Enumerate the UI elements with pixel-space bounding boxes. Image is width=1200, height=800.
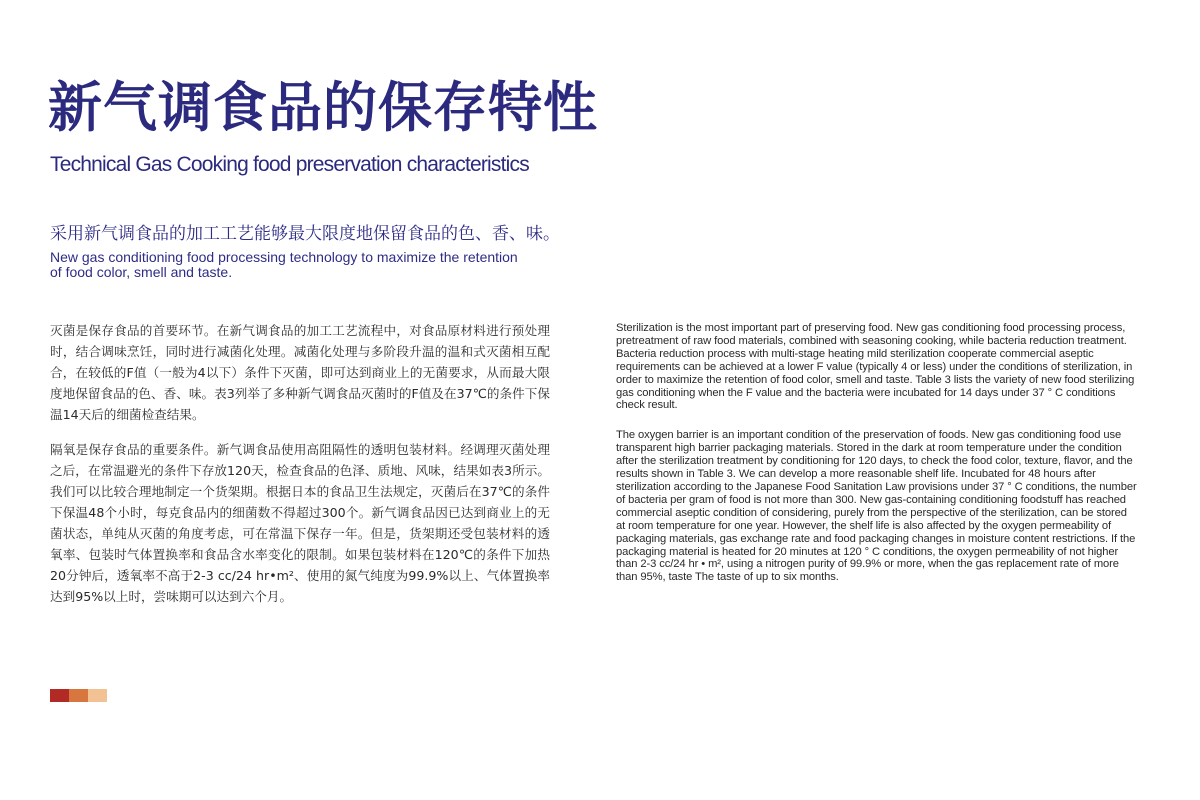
- color-swatch-peach: [88, 689, 107, 702]
- chinese-paragraph-oxygen-barrier: 隔氧是保存食品的重要条件。新气调食品使用高阻隔性的透明包装材料。经调理灭菌处理之后，在常温避光的条件下存放120天，检查食品的色泽、质地、风味，结果如表3所示。我们可以比较合理地制定一个货架期。根据日本的食品卫生法规定，灭菌后在37℃的条件下保温48个小时，每克食品内的细菌数不得超过300个。新气调食品因已达到商业上的无菌状态，单纯从灭菌的角度考虑，可在常温下保存一年。但是，货架期还受包装材料的透氧率、包装时气体置换率和食品含水率变化的限制。如果包装材料在120℃的条件下加热20分钟后，透氧率不高于2-3 cc/24 hr•m²、使用的氮气纯度为99.9%以上、气体置换率达到95%以上时，尝味期可以达到六个月。: [50, 442, 550, 604]
- decorative-color-bar: [50, 689, 107, 702]
- subtitle-english: New gas conditioning food processing technology to maximize the retention of food color, smell and taste.: [50, 249, 518, 280]
- color-swatch-orange: [69, 689, 88, 702]
- english-body-column: [616, 322, 1138, 601]
- chinese-body-column: [50, 320, 550, 621]
- english-paragraph-oxygen-barrier: The oxygen barrier is an important condition of the preservation of foods. New gas conditioning food use transparent high barrier packaging materials. Stored in the dark at room temperature under the condition after the sterilization treatment by conditioning for 120 days, to check the food color, texture, flavor, and the results shown in Table 3. We can develop a more reasonable shelf life. Incubated for 48 hours after sterilization according to the Japanese Food Sanitation Law provisions under 37 ° C conditions, the number of bacteria per gram of food is not more than 300. New gas-containing conditioning foodstuff has reached commercial aseptic condition of considering, purely from the perspective of the sterilization, can be stored at room temperature for one year. However, the shelf life is also affected by the oxygen permeability of packaging materials, gas exchange rate and food packaging changes in moisture content restrictions. If the packaging material is heated for 20 minutes at 120 ° C conditions, the oxygen permeability of not higher than 2-3 cc/24 hr • m², using a nitrogen purity of 99.9% or more, when the gas replacement rate of more than 95%, taste The taste of up to six months.: [616, 429, 1137, 584]
- color-swatch-red: [50, 689, 69, 702]
- chinese-paragraph-sterilization: 灭菌是保存食品的首要环节。在新气调食品的加工工艺流程中，对食品原材料进行预处理时，结合调味烹饪，同时进行减菌化处理。减菌化处理与多阶段升温的温和式灭菌相互配合，在较低的F值（一般为4以下）条件下灭菌，即可达到商业上的无菌要求，从而最大限度地保留食品的色、香、味。表3列举了多种新气调食品灭菌时的F值及在37℃的条件下保温14天后的细菌检查结果。: [50, 323, 550, 422]
- page-title-english: Technical Gas Cooking food preservation characteristics: [50, 153, 529, 176]
- english-paragraph-sterilization: Sterilization is the most important part of preserving food. New gas conditioning food processing process, pretreatment of raw food materials, combined with seasoning cooking, while bacteria reduction treatment. Bacteria reduction process with multi-stage heating mild sterilization cooperate commercial aseptic requirements can be achieved at a lower F value (typically 4 or less) under the conditions of sterilization, in order to maximize the retention of food color, smell and taste. Table 3 lists the variety of new food sterilizing gas conditioning when the F value and the bacteria were incubated for 14 days under 37 ° C conditions check result.: [616, 322, 1135, 412]
- subtitle-chinese: 采用新气调食品的加工工艺能够最大限度地保留食品的色、香、味。: [50, 224, 560, 244]
- page-title-chinese: 新气调食品的保存特性: [48, 76, 598, 139]
